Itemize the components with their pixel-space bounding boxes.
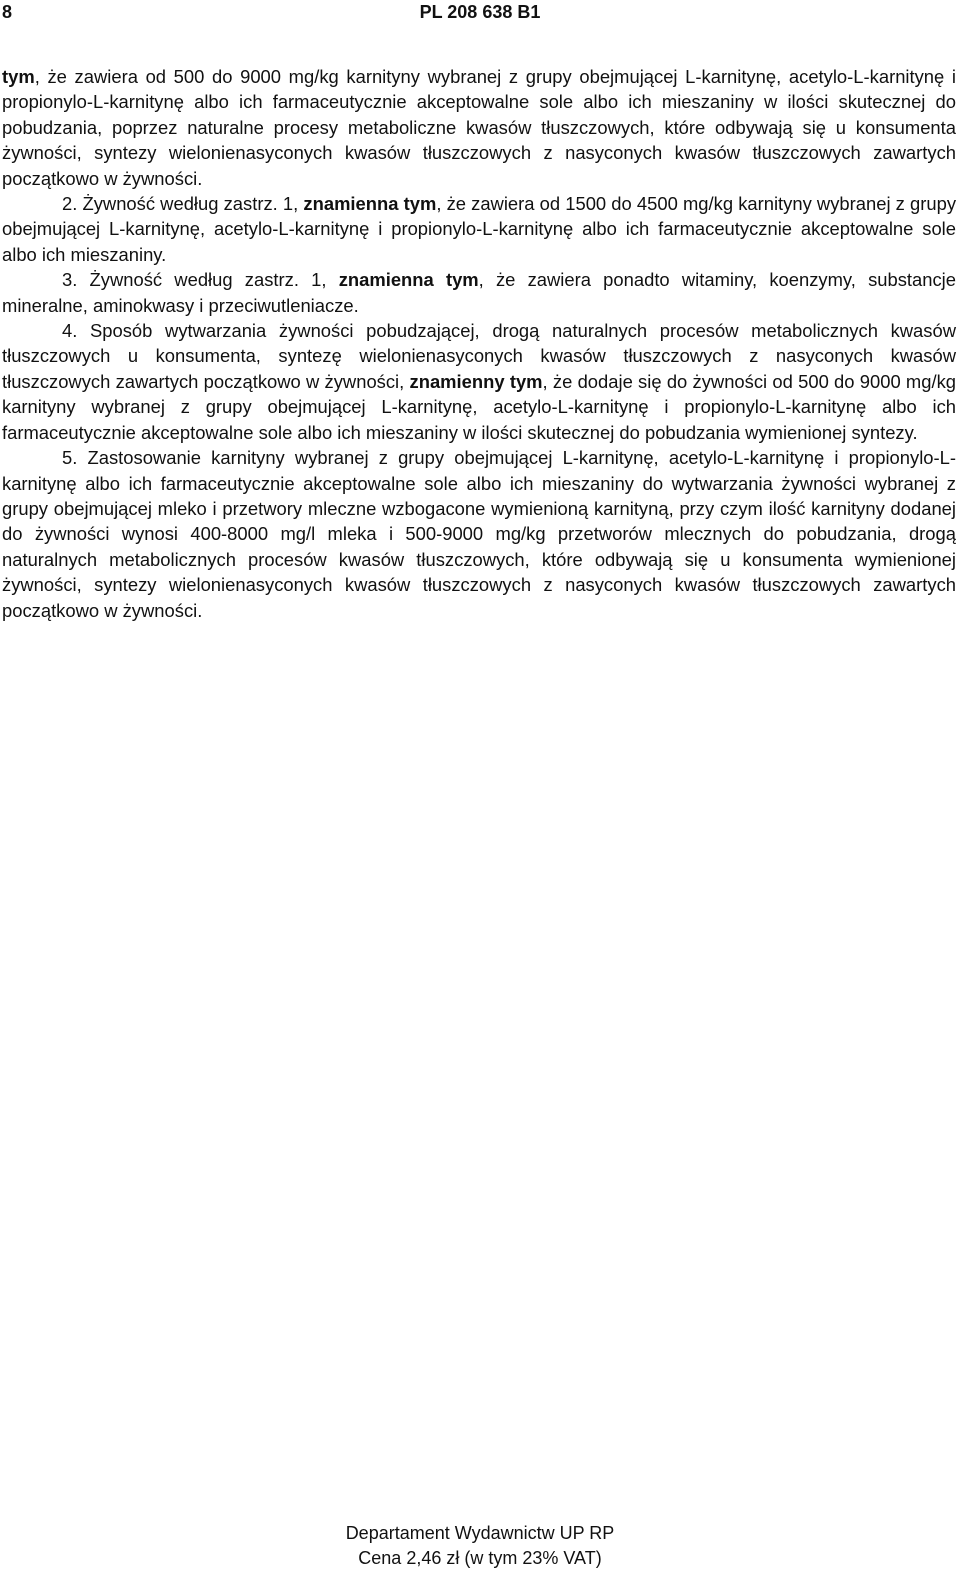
page-header (0, 0, 960, 28)
claim-2-keyword: znamienna tym (303, 193, 437, 215)
publisher-line: Departament Wydawnictw UP RP (345, 1523, 615, 1543)
claim-2-lead: 2. Żywność według zastrz. 1, (62, 193, 304, 215)
page-number: 8 (2, 2, 13, 22)
claim-5 (2, 445, 956, 623)
claim-1-continuation (2, 64, 956, 191)
price-line: Cena 2,46 zł (w tym 23% VAT) (358, 1548, 602, 1568)
claim-4 (2, 318, 956, 445)
patent-id: PL 208 638 B1 (419, 2, 541, 22)
claim-3 (2, 267, 956, 318)
claim-4-text: , że dodaje się do żywności od 500 do 9000 mg/kg karnityny wybranej z grupy obejmującej L-karnitynę, acetylo-L-karnitynę i propionylo-L-karnitynę albo ich farmaceutycznie akceptowalne sole albo ich mieszaniny w ilości skutecznej do pobudzania wymienionej syntezy. (2, 370, 957, 443)
claim-3-keyword: znamienna tym (338, 269, 479, 291)
claim-3-lead: 3. Żywność według zastrz. 1, (62, 269, 339, 291)
claims-body (2, 64, 956, 623)
claim-1-text: , że zawiera od 500 do 9000 mg/kg karnityny wybranej z grupy obejmującej L-karnitynę, acetylo-L-karnitynę i propionylo-L-karnitynę albo ich farmaceutycznie akceptowalne sole albo ich mieszaniny w ilości skutecznej do pobudzania, poprzez naturalne procesy metaboliczne kwasów tłuszczowych, które odbywają się u konsumenta żywności, syntezy wielonienasyconych kwasów tłuszczowych z nasyconych kwasów tłuszczowych zawartych początkowo w żywności. (2, 66, 956, 189)
claim-4-keyword: znamienny tym (409, 370, 543, 392)
page-footer (0, 1521, 960, 1571)
claim-2-text: , że zawiera od 1500 do 4500 mg/kg karnityny wybranej z grupy obejmującej L-karnitynę, acetylo-L-karnitynę i propionylo-L-karnitynę albo ich farmaceutycznie akceptowalne sole albo ich mieszaniny. (2, 193, 957, 265)
claim-5-text: 5. Zastosowanie karnityny wybranej z grupy obejmującej L-karnitynę, acetylo-L-karnitynę i propionylo-L-karnitynę albo ich farmaceutycznie akceptowalne sole albo ich mieszaniny do wytwarzania żywności wybranej z grupy obejmującej mleko i przetwory mleczne wzbogacone wymienioną karnityną, przy czym ilość karnityny dodanej do żywności wynosi 400-8000 mg/l mleka i 500-9000 mg/kg przetworów mlecznych do pobudzania, drogą naturalnych metabolicznych procesów kwasów tłuszczowych, które odbywają się u konsumenta wymienionej żywności, syntezy wielonienasyconych kwasów tłuszczowych z nasyconych kwasów tłuszczowych zawartych początkowo w żywności. (2, 447, 956, 621)
claim-1-keyword: tym (2, 66, 35, 87)
claim-3-text: , że zawiera ponadto witaminy, koenzymy, substancje mineralne, aminokwasy i przeciwutleniacze. (2, 269, 956, 316)
claim-2 (2, 191, 956, 267)
claim-4-lead: 4. Sposób wytwarzania żywności pobudzającej, drogą naturalnych procesów metabolicznych kwasów tłuszczowych u konsumenta, syntezę wielonienasyconych kwasów tłuszczowych z nasyconych kwasów tłuszczowych zawartych początkowo w żywności, (2, 320, 956, 392)
